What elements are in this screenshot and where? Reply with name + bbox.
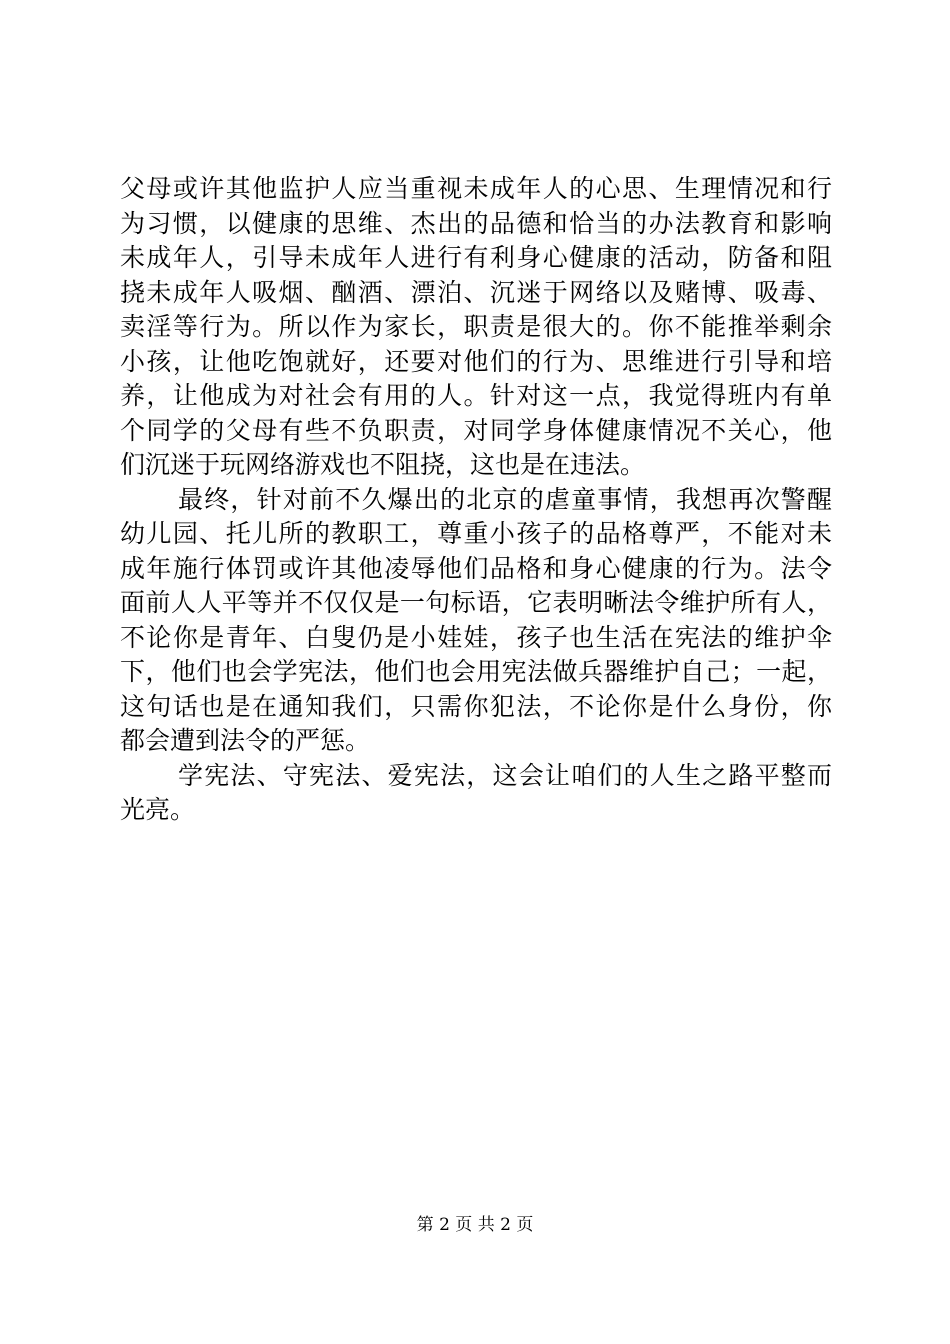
text-line: 都会遭到法令的严惩。 — [120, 726, 371, 755]
document-body — [120, 172, 832, 828]
text-line: 面前人人平等并不仅仅是一句标语，它表明晰法令维护所有人， — [120, 588, 832, 617]
text-line: 成年施行体罚或许其他凌辱他们品格和身心健康的行为。法令 — [120, 553, 832, 583]
text-line: 个同学的父母有些不负职责，对同学身体健康情况不关心，他 — [120, 415, 832, 445]
paragraph-parental-duty — [120, 172, 832, 483]
text-line: 幼儿园、托儿所的教职工，尊重小孩子的品格尊严，不能对未 — [120, 519, 832, 548]
paragraph-conclusion — [120, 759, 832, 828]
text-line: 未成年人，引导未成年人进行有利身心健康的活动，防备和阻 — [120, 243, 832, 272]
text-line: 不论你是青年、白叟仍是小娃娃，孩子也生活在宪法的维护伞 — [120, 622, 832, 652]
text-line: 光亮。 — [120, 795, 196, 824]
text-line: 卖淫等行为。所以作为家长，职责是很大的。你不能推举剩余 — [120, 312, 832, 341]
paragraph-child-abuse — [120, 483, 832, 759]
text-line: 学宪法、守宪法、爱宪法，这会让咱们的人生之路平整而 — [178, 760, 832, 790]
text-line: 为习惯，以健康的思维、杰出的品德和恰当的办法教育和影响 — [120, 208, 832, 238]
text-line: 小孩，让他吃饱就好，还要对他们的行为、思维进行引导和培 — [120, 346, 832, 376]
text-line: 最终，针对前不久爆出的北京的虐童事情，我想再次警醒 — [178, 484, 832, 514]
text-line: 挠未成年人吸烟、酗酒、漂泊、沉迷于网络以及赌博、吸毒、 — [120, 277, 832, 307]
text-line: 下，他们也会学宪法，他们也会用宪法做兵器维护自己；一起， — [120, 657, 832, 686]
text-line: 养，让他成为对社会有用的人。针对这一点，我觉得班内有单 — [120, 381, 832, 410]
text-line: 这句话也是在通知我们，只需你犯法，不论你是什么身份，你 — [120, 691, 832, 721]
page-number-footer: 第 2 页 共 2 页 — [416, 1215, 534, 1235]
text-line: 们沉迷于玩网络游戏也不阻挠，这也是在违法。 — [120, 450, 646, 479]
text-line: 父母或许其他监护人应当重视未成年人的心思、生理情况和行 — [120, 174, 832, 203]
